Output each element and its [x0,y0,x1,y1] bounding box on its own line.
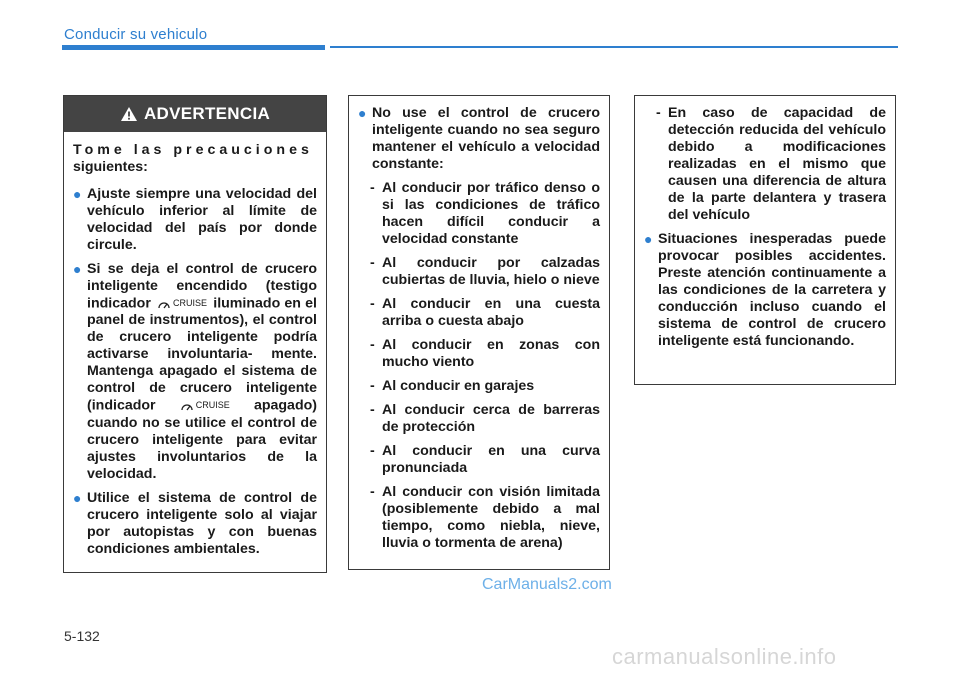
list-item: ● Ajuste siempre una velocidad del vehículo inferior al límite de velocidad del país por donde circule. [73,186,317,253]
caution-box-3 [634,95,896,385]
list-item: - Al conducir en zonas con mucho viento [370,337,600,370]
list-item: - En caso de capacidad de detección reducida del vehículo debido a modificaciones realizadas en el mismo que causen una diferencia de altura de la parte delantera y trasera del vehículo [656,105,886,223]
cruise-speedometer-icon [157,299,171,309]
bullet-icon: ● [73,261,82,277]
watermark-carmanualsonline: carmanualsonline.info [612,644,837,669]
page-number: 5-132 [64,628,100,644]
list-item: - Al conducir por tráfico denso o si las condiciones de tráfico hacen difícil conducir a velocidad constante [370,180,600,247]
bullet-icon: ● [73,186,82,202]
warning-box [63,95,327,573]
header-rule [330,46,898,48]
warning-header [64,96,326,132]
watermark-carmanuals2: CarManuals2.com [482,576,612,593]
caution-box-2 [348,95,610,570]
list-item: ● Situaciones inesperadas puede provocar posibles accidentes. Preste atención continuamente a las condiciones de la carretera y conducción incluso cuando el sistema de control de crucero inteligente está funcionando. [644,231,886,349]
list-item: - Al conducir en garajes [370,378,535,394]
section-title: Conducir su vehiculo [64,26,208,43]
warning-triangle-icon [120,106,138,122]
list-item: - Al conducir por calzadas cubiertas de lluvia, hielo o nieve [370,255,600,288]
list-item: ● Utilice el sistema de control de crucero inteligente solo al viajar por autopistas y con buenas condiciones ambientales. [73,489,317,557]
bullet-icon: ● [73,489,82,506]
header-accent-bar [62,45,325,50]
list-item: - Al conducir en una curva pronunciada [370,443,600,476]
list-item: - Al conducir cerca de barreras de protección [370,402,600,435]
list-item: ● No use el control de crucero inteligente cuando no sea seguro mantener el vehículo a velocidad constante: [358,105,600,172]
warning-intro: Tome las precauciones siguientes: [73,142,313,175]
cruise-indicator: CRUISE [180,397,230,414]
list-item: - Al conducir en una cuesta arriba o cuesta abajo [370,296,600,329]
bullet-icon: ● [644,231,653,247]
warning-title: ADVERTENCIA [143,104,271,123]
bullet-icon: ● [358,105,367,121]
list-item: ● Si se deja el control de crucero inteligente encendido (testigo indicador CRUISE iluminado en el panel de instrumentos), el control de crucero inteligente podría activarse involuntaria- mente. Mantenga apagado el sistema de control de crucero inteligente (indicador CRUISE apagado) cuando no se utilice el control de crucero inteligente para evitar ajustes involuntarios de la velocidad. [73,261,317,482]
cruise-speedometer-icon [180,401,194,411]
list-item: - Al conducir con visión limitada (posiblemente debido a mal tiempo, como niebla, nieve, lluvia o tormenta de arena) [370,484,600,551]
cruise-indicator: CRUISE [157,295,207,312]
